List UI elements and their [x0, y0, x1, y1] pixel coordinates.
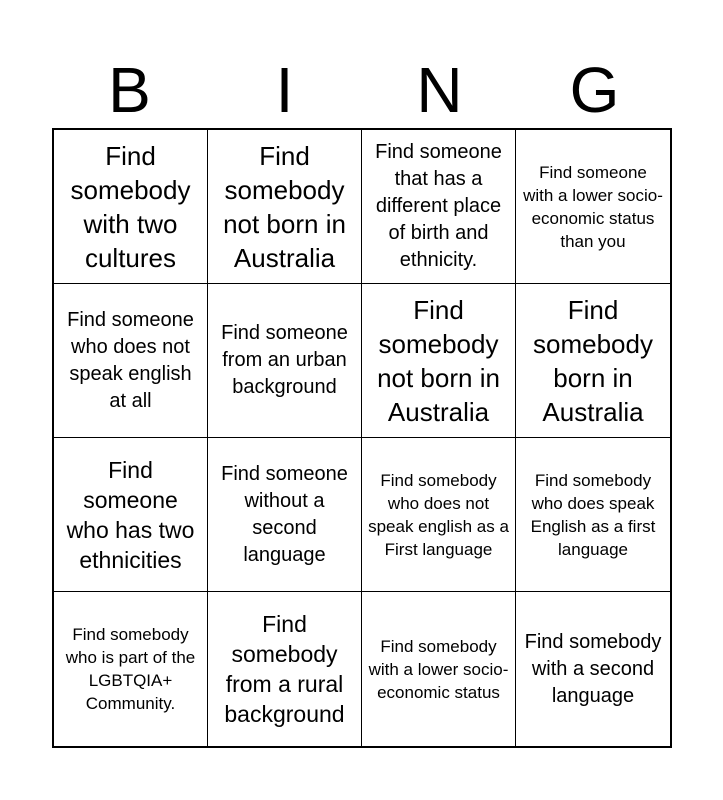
bingo-cell[interactable]: Find somebody not born in Australia: [362, 284, 516, 438]
bingo-cell[interactable]: Find somebody with two cultures: [54, 130, 208, 284]
bingo-cell[interactable]: Find someone without a second language: [208, 438, 362, 592]
bingo-cell[interactable]: Find somebody born in Australia: [516, 284, 670, 438]
bingo-header: [52, 52, 672, 128]
bingo-grid: [52, 128, 672, 748]
bingo-cell[interactable]: Find somebody from a rural background: [208, 592, 362, 746]
bingo-cell[interactable]: Find somebody who does not speak english as a First language: [362, 438, 516, 592]
bingo-cell[interactable]: Find someone who has two ethnicities: [54, 438, 208, 592]
bingo-cell[interactable]: Find somebody not born in Australia: [208, 130, 362, 284]
bingo-cell[interactable]: Find somebody who does speak English as a first language: [516, 438, 670, 592]
bingo-cell[interactable]: Find somebody with a lower socio-economic status: [362, 592, 516, 746]
header-letter-n: N: [416, 54, 463, 126]
header-letter-b: B: [108, 54, 151, 126]
bingo-cell[interactable]: Find somebody with a second language: [524, 630, 662, 707]
bingo-cell[interactable]: Find someone who does not speak english at all: [54, 284, 208, 438]
bingo-cell[interactable]: Find someone that has a different place of birth and ethnicity.: [362, 130, 516, 284]
header-letter-i: I: [275, 54, 294, 126]
bingo-cell[interactable]: Find somebody who is part of the LGBTQIA+ Community.: [54, 592, 208, 746]
bingo-cell[interactable]: Find someone with a lower socio-economic status than you: [516, 130, 670, 284]
header-letter-g: G: [569, 54, 620, 126]
bingo-cell[interactable]: Find someone from an urban background: [208, 284, 362, 438]
